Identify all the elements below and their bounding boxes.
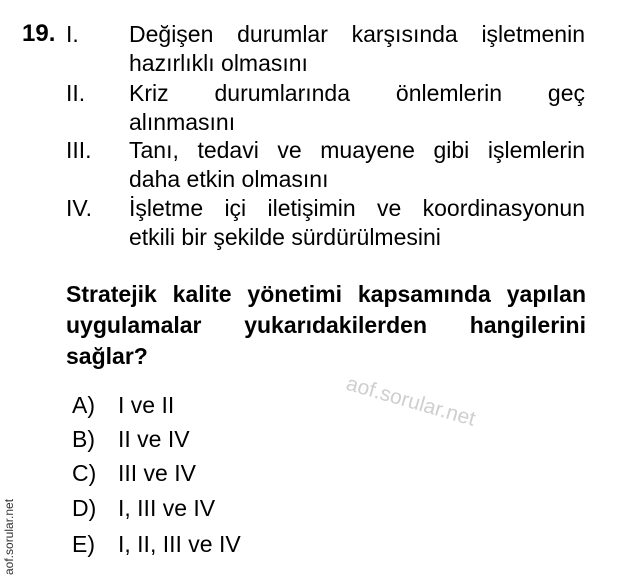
option-a[interactable] (72, 390, 174, 420)
option-c[interactable] (72, 458, 196, 488)
statement-line: Tanı, tedavi ve muayene gibi işlemlerin (129, 137, 585, 163)
option-letter: C) (72, 460, 97, 486)
statement-text (129, 79, 585, 137)
option-letter: A) (72, 392, 95, 418)
option-letter: B) (72, 426, 95, 452)
statement-numeral: IV. (66, 195, 93, 221)
question-stem (66, 279, 586, 372)
statement-line: Kriz durumlarında önlemlerin geç (129, 80, 585, 106)
statement-line: etkili bir şekilde sürdürülmesini (129, 224, 441, 250)
statement-numeral: III. (66, 137, 92, 163)
statement-line: Değişen durumlar karşısında işletmenin (129, 21, 585, 47)
statement-numeral: I. (66, 21, 79, 47)
statement-text (129, 136, 585, 194)
statement-text (129, 20, 585, 78)
option-e[interactable] (72, 529, 241, 559)
question-number: 19. (22, 20, 56, 47)
option-b[interactable] (72, 424, 190, 454)
option-letter: D) (72, 495, 97, 521)
option-text: I ve II (118, 392, 175, 418)
option-d[interactable] (72, 493, 215, 523)
statement-line: alınmasını (129, 109, 236, 135)
watermark: aof.sorular.net (343, 372, 478, 431)
option-text: I, III ve IV (118, 495, 216, 521)
statement-numeral: II. (66, 80, 86, 106)
side-watermark: aof.sorular.net (2, 498, 16, 575)
option-text: III ve IV (118, 460, 196, 486)
statement-text (129, 194, 585, 252)
question-line: uygulamalar yukarıdakilerden hangilerini (66, 312, 586, 338)
statement-line: İşletme içi iletişimin ve koordinasyonun (129, 195, 585, 221)
statement-line: hazırlıklı olmasını (129, 50, 308, 76)
statement-line: daha etkin olmasını (129, 166, 329, 192)
question-line: sağlar? (66, 343, 148, 369)
question-line: Stratejik kalite yönetimi kapsamında yapılan (66, 281, 586, 307)
option-letter: E) (72, 531, 95, 557)
option-text: I, II, III ve IV (118, 531, 241, 557)
option-text: II ve IV (118, 426, 190, 452)
